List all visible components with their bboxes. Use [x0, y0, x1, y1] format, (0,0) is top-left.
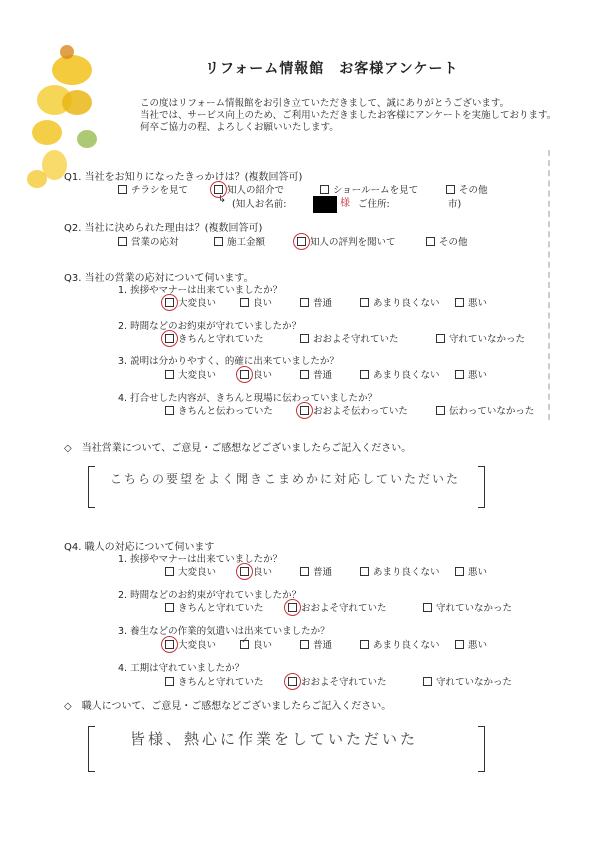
craft-comment-handwriting[interactable]: 皆様、熱心に作業をしていただいた [130, 730, 419, 748]
q4-title: Q4. 職人の対応について伺います [64, 542, 215, 553]
q4-item3-question: 3. 養生などの作業的気遣いは出来ていましたか？ [118, 626, 330, 637]
q3-4-option[interactable]: おおよそ伝わっていた [300, 403, 408, 417]
q4-3-option[interactable]: 大変良い [165, 637, 216, 651]
q3-3-option[interactable]: 普通 [300, 367, 332, 381]
q1-option-showroom[interactable]: ショールームを見て [320, 182, 418, 196]
redacted-name [313, 196, 337, 213]
q4-4-option[interactable]: きちんと守れていた [165, 674, 264, 688]
q4-3-option[interactable]: あまり良くない [360, 637, 440, 651]
referral-name-label: (知人お名前: [232, 199, 287, 210]
sales-comment-label: ◇ 当社営業について、ご意見・ご感想などございましたらご記入ください。 [64, 443, 412, 454]
craft-comment-bracket-left [88, 726, 95, 772]
q3-3-option[interactable]: 大変良い [165, 367, 216, 381]
q3-1-option[interactable]: 普通 [300, 295, 332, 309]
q3-title: Q3. 当社の営業の応対について伺います。 [64, 273, 254, 284]
q3-1-option[interactable]: あまり良くない [360, 295, 440, 309]
q3-3-option[interactable]: 良い [240, 367, 272, 381]
q4-item2-question: 2. 時間などのお約束が守れていましたか？ [118, 590, 302, 601]
q1-option-referral[interactable]: 知人の紹介で [214, 182, 284, 196]
craft-comment-label: ◇ 職人について、ご意見・ご感想などございましたらご記入ください。 [64, 701, 392, 712]
q3-item1-question: 1. 挨拶やマナーは出来ていましたか？ [118, 285, 283, 296]
sales-comment-bracket-right [478, 466, 485, 508]
dashed-side-rule [548, 150, 550, 420]
q4-3-option[interactable]: ✓ 良い [240, 637, 272, 651]
q3-4-option[interactable]: きちんと伝わっていた [165, 403, 273, 417]
q3-1-option[interactable]: 大変良い [165, 295, 216, 309]
q4-1-option[interactable]: 良い [240, 564, 272, 578]
q1-option-other[interactable]: その他 [446, 182, 488, 196]
address-label: ご住所: [358, 199, 390, 210]
q4-4-option[interactable]: おおよそ守れていた [288, 674, 387, 688]
craft-comment-bracket-right [478, 726, 485, 772]
q3-3-option[interactable]: あまり良くない [360, 367, 440, 381]
q4-2-option[interactable]: きちんと守れていた [165, 600, 264, 614]
q3-1-option[interactable]: 悪い [455, 295, 487, 309]
q2-option-other[interactable]: その他 [426, 234, 468, 248]
q4-1-option[interactable]: あまり良くない [360, 564, 440, 578]
q4-3-option[interactable]: 悪い [455, 637, 487, 651]
q1-title: Q1. 当社をお知りになったきっかけは？(複数回答可) [64, 172, 303, 183]
sales-comment-bracket-left [88, 466, 95, 508]
q2-option-price[interactable]: 施工金額 [214, 234, 265, 248]
q1-option-flyer[interactable]: チラシを見て [118, 182, 188, 196]
q4-1-option[interactable]: 普通 [300, 564, 332, 578]
q2-option-sales[interactable]: 営業の応対 [118, 234, 179, 248]
q4-1-option[interactable]: 大変良い [165, 564, 216, 578]
q2-option-reputation[interactable]: 知人の評判を聞いて [297, 234, 396, 248]
q3-1-option[interactable]: 良い [240, 295, 272, 309]
q3-item4-question: 4. 打合せした内容が、きちんと現場に伝わっていましたか？ [118, 393, 377, 404]
city-label: 市) [448, 199, 462, 210]
q3-3-option[interactable]: 悪い [455, 367, 487, 381]
q4-1-option[interactable]: 悪い [455, 564, 487, 578]
q3-2-option[interactable]: おおよそ守れていた [300, 331, 399, 345]
q4-item1-question: 1. 挨拶やマナーは出来ていましたか？ [118, 554, 283, 565]
q4-2-option[interactable]: おおよそ守れていた [288, 600, 387, 614]
q2-title: Q2. 当社に決められた理由は？(複数回答可) [64, 223, 263, 234]
q4-2-option[interactable]: 守れていなかった [423, 600, 512, 614]
referral-arrow: ↳ [218, 194, 226, 205]
q4-item4-question: 4. 工期は守れていましたか？ [118, 663, 245, 674]
sama-handwritten: 様 [340, 198, 350, 209]
sales-comment-handwriting[interactable]: こちらの要望をよく聞きこまめかに対応していただいた [110, 472, 461, 486]
q3-item3-question: 3. 説明は分かりやすく、的確に出来ていましたか？ [118, 356, 339, 367]
page-title: リフォーム情報館 お客様アンケート [205, 61, 459, 77]
q4-3-option[interactable]: 普通 [300, 637, 332, 651]
intro-text: この度はリフォーム情報館をお引き立ていただきまして、誠にありがとうございます。 当社では、サービス向上のため、ご利用いただきましたお客様にアンケートを実施しております。 何卒ご協力の程、よろしくお願いいたします。 [140, 98, 557, 133]
q3-4-option[interactable]: 伝わっていなかった [436, 403, 534, 417]
q3-2-option[interactable]: 守れていなかった [436, 331, 525, 345]
q4-4-option[interactable]: 守れていなかった [423, 674, 512, 688]
q3-2-option[interactable]: きちんと守れていた [165, 331, 264, 345]
q3-item2-question: 2. 時間などのお約束が守れていましたか？ [118, 321, 302, 332]
